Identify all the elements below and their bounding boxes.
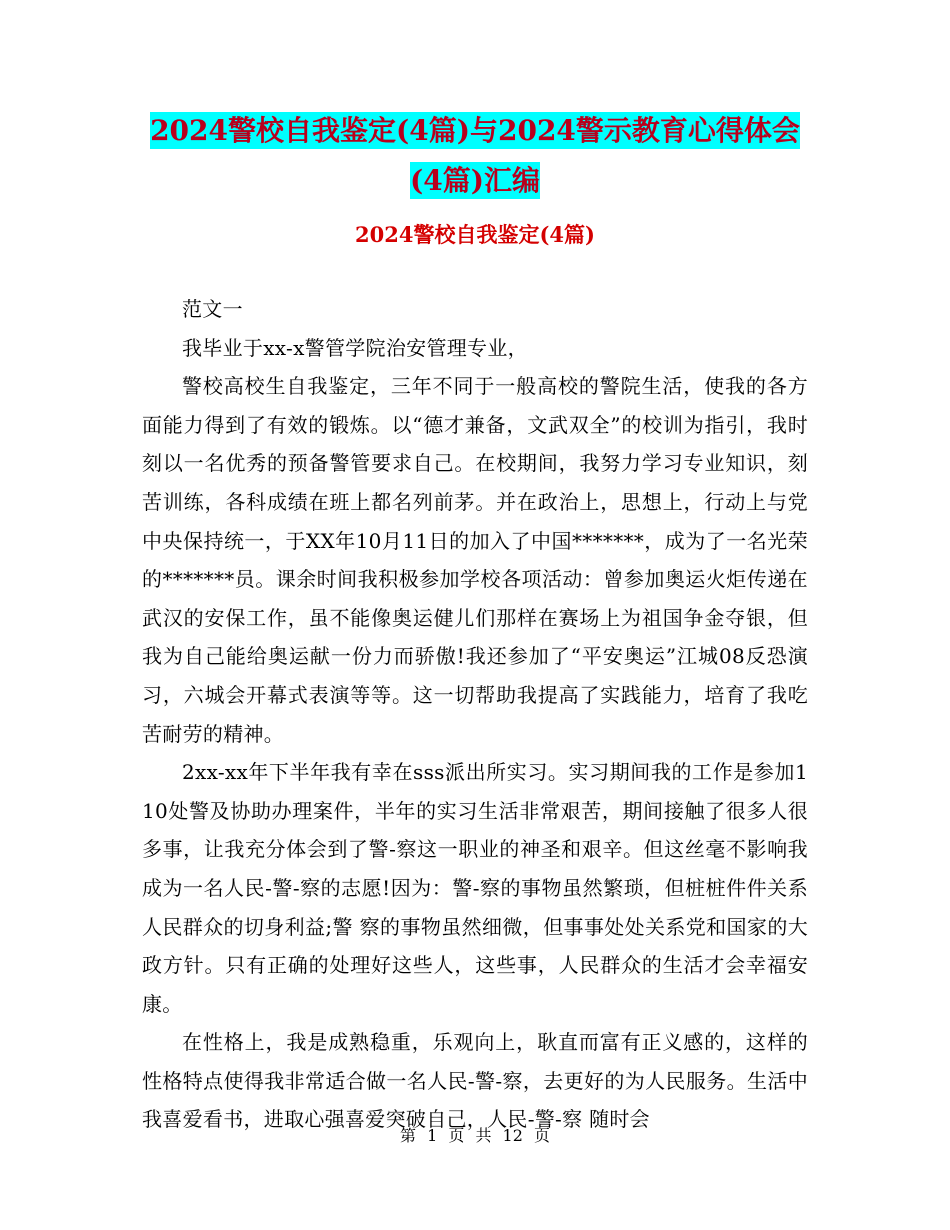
paragraph: 范文一 (182, 297, 243, 321)
document-title-text: 2024警校自我鉴定(4篇)与2024警示教育心得体会(4篇)汇编 (150, 114, 800, 197)
paragraph: 在性格上，我是成熟稳重，乐观向上，耿直而富有正义感的，这样的性格特点使得我非常适合做一名人民-警-察，去更好的为人民服务。生活中我喜爱看书，进取心强喜爱突破自己，人民-警-察 随时会 (142, 1030, 808, 1132)
section-title: 2024警校自我鉴定(4篇) (355, 222, 595, 247)
document-title (150, 106, 800, 206)
page-footer: 第 1 页 共 12 页 (400, 1126, 550, 1145)
paragraph: 2xx-xx年下半年我有幸在sss派出所实习。实习期间我的工作是参加110处警及协助办理案件，半年的实习生活非常艰苦，期间接触了很多人很多事，让我充分体会到了警-察这一职业的神圣和艰辛。但这丝毫不影响我成为一名人民-警-察的志愿!因为：警-察的事物虽然繁琐，但桩桩件件关系人民群众的切身利益;警 察的事物虽然细微，但事事处处关系党和国家的大政方针。只有正确的处理好这些人，这些事，人民群众的生活才会幸福安康。 (142, 760, 808, 1016)
paragraph: 我毕业于xx-x警管学院治安管理专业， (182, 335, 528, 360)
document-body (142, 290, 808, 1139)
paragraph: 警校高校生自我鉴定，三年不同于一般高校的警院生活，使我的各方面能力得到了有效的锻炼。以“德才兼备，文武双全”的校训为指引，我时刻以一名优秀的预备警管要求自己。在校期间，我努力学习专业知识，刻苦训练，各科成绩在班上都名列前茅。并在政治上，思想上，行动上与党中央保持统一，于XX年10月11日的加入了中国*******，成为了一名光荣的*******员。课余时间我积极参加学校各项活动：曾参加奥运火炬传递在武汉的安保工作，虽不能像奥运健儿们那样在赛场上为祖国争金夺银，但我为自己能给奥运献一份力而骄傲!我还参加了“平安奥运”江城08反恐演习，六城会开幕式表演等等。这一切帮助我提高了实践能力，培育了我吃苦耐劳的精神。 (142, 374, 808, 746)
